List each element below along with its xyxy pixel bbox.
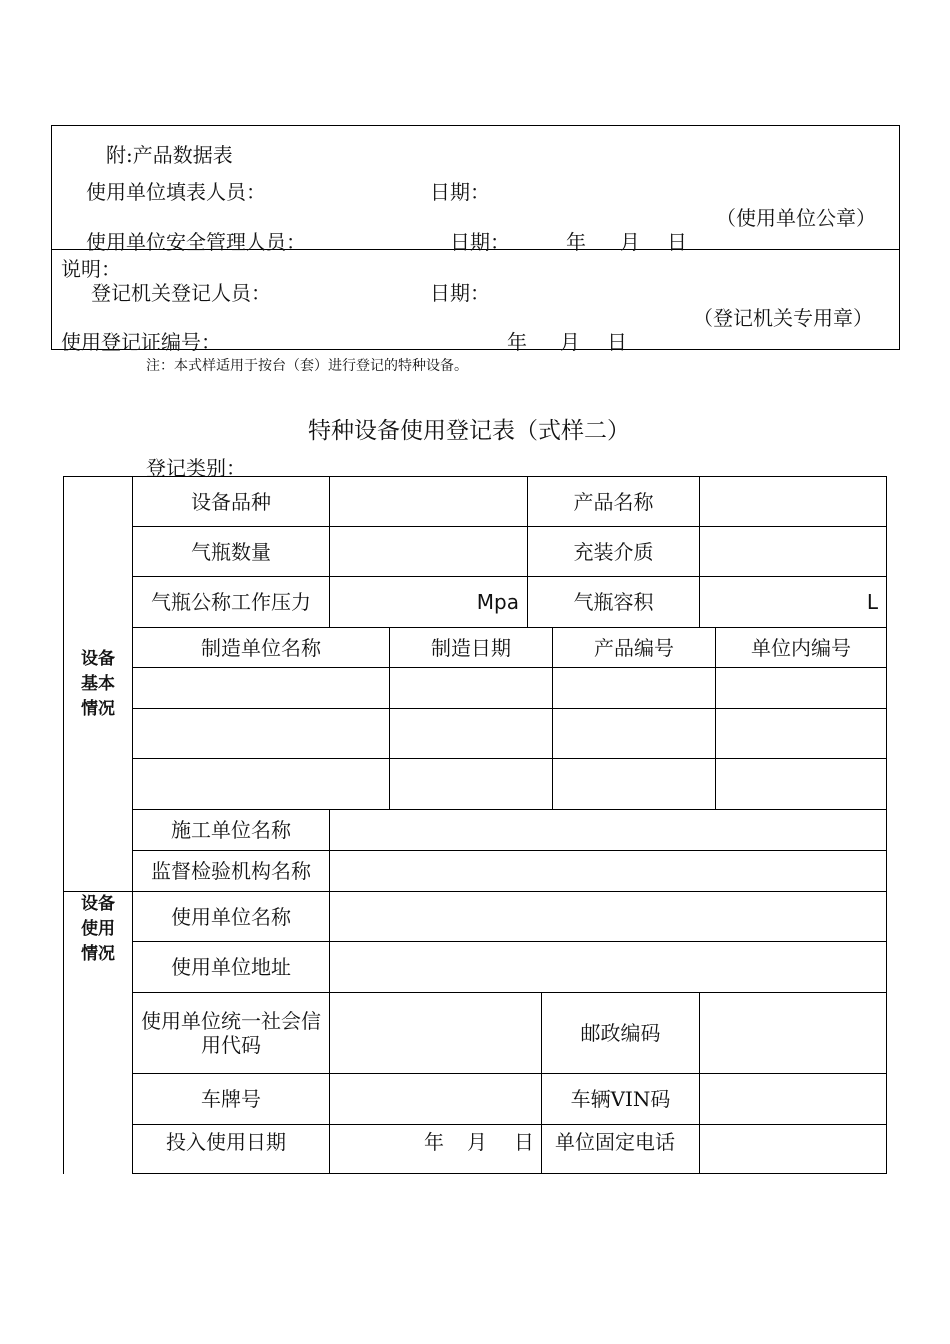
volume-unit: L	[866, 590, 878, 614]
footnote: 注：本式样适用于按台（套）进行登记的特种设备。	[146, 358, 468, 374]
filler-label: 使用单位填表人员：	[86, 180, 266, 204]
col-internal-no-header: 单位内编号	[751, 635, 851, 660]
construction-unit-label: 施工单位名称	[171, 818, 291, 842]
credit-code-field[interactable]	[330, 993, 541, 1073]
row-line	[132, 708, 887, 709]
start-date-label: 投入使用日期	[166, 1130, 286, 1154]
row-line	[132, 1173, 887, 1174]
postal-code-field[interactable]	[700, 993, 886, 1073]
section-usage-label: 设备 使用 情况	[81, 894, 115, 964]
user-seal-label: （使用单位公章）	[716, 206, 876, 230]
date-label-2: 日期：	[450, 230, 510, 254]
fixed-phone-field[interactable]	[700, 1125, 886, 1173]
equipment-type-field[interactable]	[330, 477, 527, 526]
inspection-agency-field[interactable]	[330, 851, 886, 891]
row-line	[132, 667, 887, 668]
year-label: 年	[566, 230, 586, 254]
safety-manager-label: 使用单位安全管理人员：	[86, 230, 306, 254]
user-address-field[interactable]	[330, 942, 886, 992]
table-left-border	[63, 476, 64, 1174]
equipment-type-label: 设备品种	[191, 489, 271, 514]
registration-category-label: 登记类别：	[146, 456, 246, 480]
cylinder-count-field[interactable]	[330, 527, 527, 576]
inspection-agency-label: 监督检验机构名称	[151, 859, 311, 883]
registrar-label: 登记机关登记人员：	[91, 281, 271, 305]
start-date-month: 月	[467, 1130, 487, 1154]
pressure-unit: Mpa	[476, 590, 519, 614]
day-label: 日	[667, 230, 687, 254]
vin-label: 车辆VIN码	[570, 1087, 671, 1111]
vin-field[interactable]	[700, 1074, 886, 1124]
year-label-2: 年	[507, 330, 527, 354]
product-name-label: 产品名称	[573, 489, 654, 514]
attachment-label: 附:产品数据表	[106, 143, 233, 167]
plate-number-label: 车牌号	[201, 1087, 261, 1111]
user-address-label: 使用单位地址	[171, 955, 291, 979]
month-label-2: 月	[560, 330, 580, 354]
postal-code-label: 邮政编码	[580, 1021, 661, 1045]
date-label-1: 日期：	[430, 180, 490, 204]
cylinder-volume-label: 气瓶容积	[573, 590, 654, 614]
nominal-pressure-label: 气瓶公称工作压力	[151, 590, 311, 614]
month-label: 月	[620, 230, 640, 254]
cert-number-label: 使用登记证编号：	[61, 330, 221, 354]
table-right-border	[886, 476, 887, 1174]
filling-medium-field[interactable]	[700, 527, 886, 576]
col-manufacturer-header: 制造单位名称	[201, 635, 321, 660]
explanation-label: 说明：	[61, 257, 121, 281]
credit-code-label	[136, 993, 326, 1073]
cylinder-count-label: 气瓶数量	[191, 539, 271, 564]
start-date-year: 年	[424, 1130, 444, 1154]
authority-seal-label: （登记机关专用章）	[693, 306, 873, 330]
product-name-field[interactable]	[700, 477, 886, 526]
form-title: 特种设备使用登记表（式样二）	[308, 418, 630, 444]
col-product-no-header: 产品编号	[594, 635, 674, 660]
credit-code-text: 使用单位统一社会信用代码	[141, 1009, 321, 1057]
user-name-field[interactable]	[330, 892, 886, 941]
section-basic-label: 设备 基本 情况	[81, 649, 115, 719]
fixed-phone-label: 单位固定电话	[555, 1130, 675, 1154]
construction-unit-field[interactable]	[330, 810, 886, 850]
date-label-3: 日期：	[430, 281, 490, 305]
plate-number-field[interactable]	[330, 1074, 541, 1124]
filling-medium-label: 充装介质	[573, 539, 654, 564]
user-name-label: 使用单位名称	[171, 904, 291, 929]
day-label-2: 日	[607, 330, 627, 354]
row-line	[132, 758, 887, 759]
start-date-day: 日	[514, 1130, 534, 1154]
col-mfg-date-header: 制造日期	[431, 635, 511, 660]
